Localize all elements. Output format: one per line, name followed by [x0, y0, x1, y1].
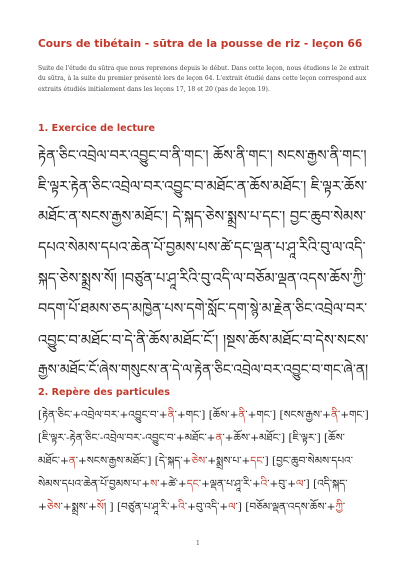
section-heading-particles: 2. Repère des particules [38, 387, 170, 398]
particle-line [38, 404, 369, 426]
particle-highlight: དང [186, 478, 199, 490]
particle-highlight: ཀྱི [335, 501, 343, 513]
particle-text: ་+གང་] [338, 409, 369, 421]
section-heading-reading-exercise: 1. Exercice de lecture [38, 123, 155, 134]
particle-highlight: ཅེས [191, 455, 206, 467]
particle-highlight: ནི [330, 409, 338, 421]
particle-text: ་] [བྱང་ཆུབ་སེམས་དཔའ་ [262, 455, 353, 467]
particle-text: སེམས་དཔའ་ཆེན་པོ་བྱམས་པ་+ [38, 478, 151, 490]
particle-text: + [38, 501, 47, 513]
particle-line [38, 473, 347, 495]
particle-line [38, 450, 353, 472]
reading-line: མཐོང་ན་སངས་རྒྱས་མཐོང་། དེ་སྐད་ཅེས་སྨྲས་པ་དང་། བྱང་ཆུབ་སེམས་ [38, 209, 367, 225]
particle-highlight: ན [215, 432, 223, 444]
particle-text: ་+ལྡན་པ་ཤཱ་རི་+ [198, 478, 261, 490]
particle-highlight: ན [68, 455, 76, 467]
particle-highlight: འི [178, 501, 185, 513]
reading-line: སྐད་ཅེས་སྨྲས་སོ། །བཙུན་པ་ཤཱ་རིའི་བུ་འདི་ལ་བཅོམ་ལྡན་འདས་ཆོས་ཀྱི་ [38, 271, 367, 287]
particle-text: ་+བུ་འདི་+ [184, 501, 229, 513]
reading-line: རྒྱས་མཐོང་ངོ་ཞེས་གསུངས་ན་དེ་ལ་རྟེན་ཅིང་འབྲེལ་བར་འབྱུང་བ་གང་ཞེ་ན། [38, 362, 369, 378]
page-title: Cours de tibétain - sūtra de la pousse de riz - leçon 66 [38, 38, 363, 50]
particle-highlight: ས [150, 478, 158, 490]
particle-highlight: འི [260, 478, 268, 490]
particle-highlight: ཅེས [46, 501, 61, 513]
particle-highlight: ལ [296, 478, 304, 490]
particle-highlight: ནི [167, 409, 175, 421]
reading-line: འབྱུང་བ་མཐོང་བ་དེ་ནི་ཆོས་མཐོང་ངོ་། །སྔས་ཆོས་མཐོང་བ་དེས་སངས་ [38, 332, 369, 349]
particle-text: ་+གང་] [ཆོས་+ [174, 409, 239, 421]
particle-highlight: སོ [96, 501, 104, 513]
reading-line: ཇི་ལྟར་རྟེན་ཅིང་འབྲེལ་བར་འབྱུང་བ་མཐོང་ན་ཆོས་མཐོང་། ཇི་ལྟར་ཆོས་ [38, 179, 368, 195]
particle-text: ་+ཆོས་+མཐོང་] [ཇི་ལྟར་] [ཆོས་ [222, 432, 345, 444]
particle-highlight: དང [250, 455, 263, 467]
reading-line: བདག་པོ་ཐམས་ཅད་མཁྱེན་པས་དགེ་སློང་དག་སྙེ་མ་རྗེན་ཅིང་འབྲེལ་བར་ [38, 301, 368, 317]
page-number: 1 [196, 540, 200, 547]
particle-highlight: ལ [228, 501, 236, 513]
particle-line [38, 496, 345, 518]
particle-text: ་+གང་] [སངས་རྒྱས་+ [245, 409, 331, 421]
particle-line [38, 427, 345, 449]
particle-highlight: ནི [238, 409, 246, 421]
particle-text: ་+སངས་རྒྱས་མཐོང་] [དེ་སྐད་+ [75, 455, 192, 467]
particle-text: ་+བུ་+ [267, 478, 297, 490]
particle-text: ་+སྨྲས་པ་+ [205, 455, 251, 467]
particle-text: ་+སྨྲས་+ [60, 501, 97, 513]
particle-text: ་] [བཅོམ་ལྡན་འདས་ཆོས་+ [235, 501, 336, 513]
particle-text: མཐོང་+ [38, 455, 69, 467]
reading-line: དཔའ་སེམས་དཔའ་ཆེན་པོ་བྱམས་པས་ཚེ་དང་ལྡན་པ་ཤཱ་རིའི་བུ་ལ་འདི་ [38, 240, 366, 256]
particle-text: ་] [འདི་སྐད་ [303, 478, 348, 490]
particle-text: ་ [342, 501, 346, 513]
reading-line: རྟེན་ཅིང་འབྲེལ་བར་འབྱུང་བ་ནི་གང་། ཆོས་ནི་གང་། སངས་རྒྱས་ནི་གང་། [38, 148, 367, 164]
particle-text: [ཇི་ལྟར་-རྟེན་ཅིང་-འབྲེལ་བར་-འབྱུང་བ་+མཐོང་+ [38, 432, 216, 444]
particle-text: ་+ཚེ་+ [157, 478, 187, 490]
intro-paragraph: Suite de l'étude du sūtra que nous reprenons depuis le début. Dans cette leçon, nous étudions le 2e extrait du sūtra, à la suite du premier présenté lors de leçon 64. L'extrait étudié dans cette leçon correspond aux extraits étudiés initialement dans les leçons 17, 18 et 20 (pas de leçon 19). [38, 65, 370, 93]
particle-text: ། ] [བཙུན་པ་ཤཱ་རི་+ [103, 501, 179, 513]
particle-text: [རྟེན་ཅིང་+འབྲེལ་བར་+འབྱུང་བ་+ [38, 409, 168, 421]
